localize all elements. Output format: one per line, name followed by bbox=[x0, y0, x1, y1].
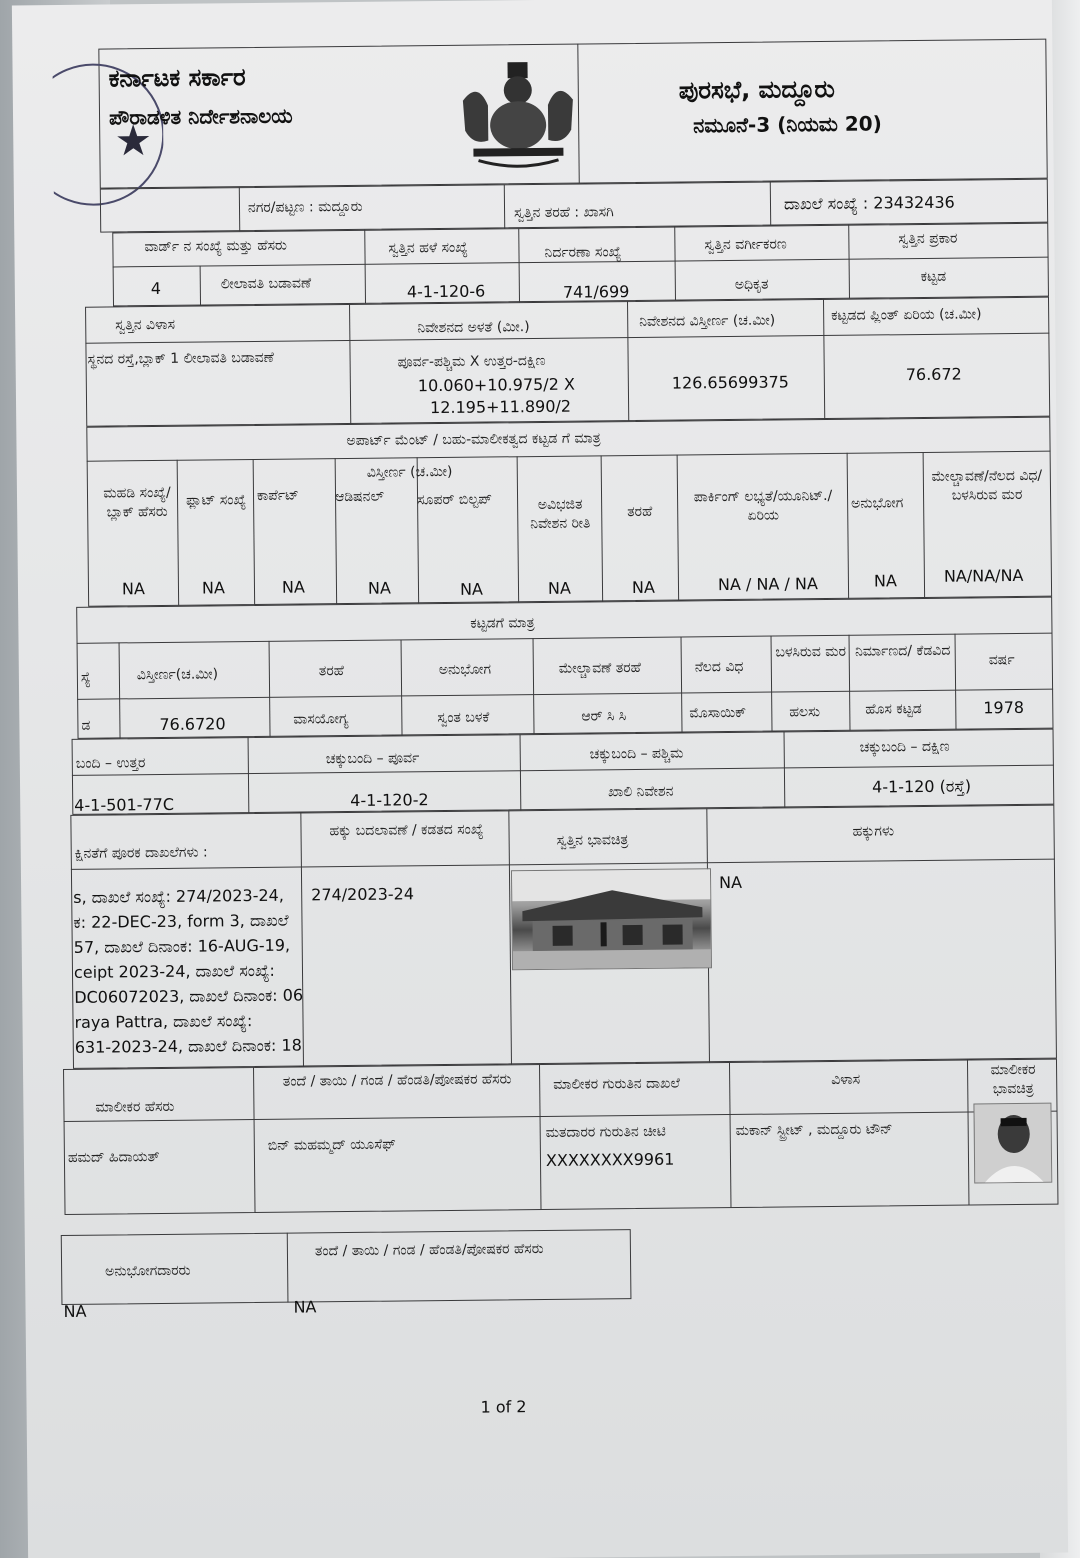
mutation-number-value: 274/2023-24 bbox=[311, 884, 415, 905]
apartment-section-title: ಅಪಾರ್ಟ್ ಮೆಂಟ್ / ಬಹು-ಮಾಲೀಕತ್ವದ ಕಟ್ಟಡ ಗೆ ಮಾತ್ರ bbox=[346, 430, 601, 450]
dimension-line-1: 10.060+10.975/2 X bbox=[417, 374, 575, 396]
carpet-value: NA bbox=[281, 577, 305, 597]
floor-type-value: ಮೊಸಾಯಿಕ್ bbox=[689, 704, 747, 722]
doc-line-1: s, ದಾಖಲೆ ಸಂಖ್ಯೆ: 274/2023-24, bbox=[73, 885, 284, 907]
floor-type-header: ನೆಲದ ವಿಧ bbox=[694, 658, 744, 676]
north-boundary-header: ಬಂದಿ – ಉತ್ತರ bbox=[75, 755, 146, 772]
property-kind-value: ಕಟ್ಟಡ bbox=[920, 268, 947, 285]
classification-value: ಅಧಿಕೃತ bbox=[734, 276, 769, 293]
carpet-header: ಕಾರ್ಪೆಟ್ bbox=[256, 487, 299, 504]
west-boundary-header: ಚಕ್ಕುಬಂದಿ – ಪಶ್ಚಿಮ bbox=[589, 745, 684, 763]
south-boundary-value: 4-1-120 (ರಸ್ತೆ) bbox=[872, 776, 972, 797]
plinth-area-header: ಕಟ್ಟಡದ ಪ್ಲಿಂತ್ ಏರಿಯ (ಚ.ಮೀ) bbox=[831, 306, 982, 324]
directorate-name: ಪೌರಾಡಳಿತ ನಿರ್ದೇಶನಾಲಯ bbox=[108, 103, 293, 130]
occupant-header: ಅನುಭೋಗದಾರರು bbox=[105, 1262, 191, 1280]
super-builtup-value: NA bbox=[459, 579, 484, 599]
parking-value: NA / NA / NA bbox=[717, 574, 818, 595]
roof-type-value: ಆರ್ ಸಿ ಸಿ bbox=[581, 708, 627, 725]
roof-type-header: ಮೇಲ್ಚಾವಣೆ ತರಹೆ bbox=[558, 659, 641, 677]
owner-address-value: ಮಕಾನ್ ಸ್ಟ್ರೀಟ್ , ಮದ್ದೂರು ಟೌನ್ bbox=[735, 1121, 893, 1139]
plinth-area-value: 76.672 bbox=[905, 364, 962, 385]
ward-name: ಲೀಲಾವತಿ ಬಡಾವಣೆ bbox=[220, 275, 312, 293]
assessment-number-header: ನಿರ್ದರಣಾ ಸಂಖ್ಯೆ bbox=[544, 244, 622, 261]
address-value: ಸ್ಥನದ ರಸ್ತೆ,ಬ್ಲಾಕ್ 1 ಲೀಲಾವತಿ ಬಡಾವಣೆ bbox=[87, 349, 274, 368]
property-photo bbox=[511, 868, 712, 970]
classification-header: ಸ್ವತ್ತಿನ ವರ್ಗೀಕರಣ bbox=[704, 236, 787, 254]
dimension-header: ನಿವೇಶನದ ಅಳತೆ (ಮೀ.) bbox=[417, 319, 530, 337]
town-label: ನಗರ/ಪಟ್ಟಣ : ಮದ್ದೂರು bbox=[247, 198, 363, 217]
owner-name-value: ಹಮದ್ ಹಿದಾಯತ್ bbox=[67, 1149, 160, 1166]
wood-used-header: ಬಳಸಿರುವ ಮರ bbox=[775, 643, 847, 661]
building-type-value: ವಾಸಯೋಗ್ಯ bbox=[293, 711, 349, 728]
doc-line-5: DC06072023, ದಾಖಲೆ ದಿನಾಂಕ: 06 bbox=[74, 985, 304, 1007]
owner-relation-header: ತಂದೆ / ತಾಯಿ / ಗಂಡ / ಹೆಂಡತಿ/ಪೋಷಕರ ಹೆಸರು bbox=[282, 1071, 512, 1090]
usage-header: ಅನುಭೋಗ bbox=[851, 495, 904, 512]
occupant-relation-header: ತಂದೆ / ತಾಯಿ / ಗಂಡ / ಹೆಂಡತಿ/ಪೋಷಕರ ಹೆಸರು bbox=[314, 1240, 544, 1260]
doc-line-3: 57, ದಾಖಲೆ ದಿನಾಂಕ: 16-AUG-19, bbox=[73, 935, 291, 957]
flat-number-header: ಫ್ಲಾಟ್ ಸಂಖ್ಯೆ bbox=[185, 492, 247, 509]
additional-header: ಆಡಿಷನಲ್ bbox=[334, 488, 385, 506]
form-sheet bbox=[12, 0, 1068, 1558]
year-header: ವರ್ಷ bbox=[988, 652, 1015, 669]
dimension-line-2: 12.195+11.890/2 bbox=[430, 396, 572, 418]
east-boundary-value: 4-1-120-2 bbox=[350, 790, 429, 810]
owner-id-number: XXXXXXXX9961 bbox=[545, 1149, 675, 1170]
assessment-number: 741/699 bbox=[562, 282, 630, 302]
building-type-header: ತರಹೆ bbox=[318, 663, 345, 680]
occupant-value: NA bbox=[63, 1301, 87, 1322]
supporting-docs-header: ಕ್ಷಿನತೆಗೆ ಪೂರಕ ದಾಖಲೆಗಳು : bbox=[74, 844, 208, 862]
municipality-name: ಪುರಸಭೆ, ಮದ್ದೂರು bbox=[678, 74, 835, 105]
construction-status-header: ನಿರ್ಮಾಣದ/ ಕೆಡವಿದ bbox=[854, 642, 951, 660]
year-value: 1978 bbox=[983, 697, 1025, 718]
document-page bbox=[12, 0, 1068, 1558]
construction-status-value: ಹೊಸ ಕಟ್ಟಡ bbox=[865, 700, 922, 718]
north-boundary-value: 4-1-501-77C bbox=[74, 794, 175, 815]
super-builtup-header: ಸೂಪರ್ ಬಿಲ್ಟಪ್ bbox=[416, 491, 492, 509]
state-emblem-icon bbox=[452, 60, 583, 171]
ward-number: 4 bbox=[150, 278, 162, 299]
doc-line-4: ceipt 2023-24, ದಾಖಲೆ ಸಂಖ್ಯೆ: bbox=[73, 960, 275, 982]
ward-header: ವಾರ್ಡ್ ನ ಸಂಖ್ಯೆ ಮತ್ತು ಹೆಸರು bbox=[144, 237, 287, 256]
apartment-type-value: NA bbox=[631, 577, 656, 598]
site-area-value: 126.65699375 bbox=[671, 372, 790, 393]
owner-address-header: ವಿಳಾಸ bbox=[831, 1071, 861, 1088]
floor-block-header: ಮಹಡಿ ಸಂಖ್ಯೆ/ಬ್ಲಾಕ್ ಹೆಸರು bbox=[103, 484, 171, 521]
doc-line-7: 631-2023-24, ದಾಖಲೆ ದಿನಾಂಕ: 18 bbox=[74, 1035, 302, 1057]
building-usage-header: ಅನುಭೋಗ bbox=[438, 661, 492, 679]
site-area-header: ನಿವೇಶನದ ವಿಸ್ತೀರ್ಣ (ಚ.ಮೀ) bbox=[639, 312, 776, 330]
property-photo-header: ಸ್ವತ್ತಿನ ಭಾವಚಿತ್ರ bbox=[556, 832, 629, 849]
file-number-label: ದಾಖಲೆ ಸಂಖ್ಯೆ : 23432436 bbox=[783, 192, 955, 214]
owner-photo bbox=[973, 1103, 1052, 1184]
owner-name-header: ಮಾಲೀಕರ ಹೆಸರು bbox=[95, 1098, 175, 1116]
old-number-header: ಸ್ವತ್ತಿನ ಹಳೆ ಸಂಖ್ಯೆ bbox=[388, 239, 468, 257]
flat-number-value: NA bbox=[201, 578, 226, 598]
owner-id-type: ಮತದಾರರ ಗುರುತಿನ ಚೀಟಿ bbox=[545, 1123, 666, 1141]
building-section-title: ಕಟ್ಟಡಗೆ ಮಾತ್ರ bbox=[470, 615, 535, 632]
usage-value: NA bbox=[873, 571, 897, 591]
owner-photo-header: ಮಾಲೀಕರ ಭಾವಚಿತ್ರ bbox=[990, 1061, 1036, 1098]
dimension-label: ಪೂರ್ವ-ಪಶ್ಚಿಮ X ಉತ್ತರ-ದಕ್ಷಿಣ bbox=[397, 352, 546, 371]
owner-relation-value: ಬಿನ್ ಮಹಮ್ಮದ್ ಯೂಸೆಫ್ bbox=[267, 1136, 396, 1154]
doc-line-2: ಕ: 22-DEC-23, form 3, ದಾಖಲೆ bbox=[73, 910, 289, 932]
gov-name: ಕರ್ನಾಟಕ ಸರ್ಕಾರ bbox=[108, 63, 246, 93]
mutation-header: ಹಕ್ಕು ಬದಲಾವಣೆ / ಕಡತದ ಸಂಖ್ಯೆ bbox=[329, 821, 484, 840]
building-no-value: ಡ bbox=[81, 717, 91, 734]
south-boundary-header: ಚಕ್ಕುಬಂದಿ – ದಕ್ಷಿಣ bbox=[859, 738, 950, 756]
additional-value: NA bbox=[367, 578, 392, 598]
rights-header: ಹಕ್ಕುಗಳು bbox=[852, 823, 895, 840]
occupant-relation-value: NA bbox=[293, 1297, 317, 1317]
rights-value: NA bbox=[718, 872, 743, 893]
east-boundary-header: ಚಕ್ಕುಬಂದಿ – ಪೂರ್ವ bbox=[325, 750, 420, 768]
area-group-header: ವಿಸ್ತೀರ್ಣ (ಚ.ಮೀ) bbox=[366, 463, 453, 481]
west-boundary-value: ಖಾಲಿ ನಿವೇಶನ bbox=[608, 783, 674, 801]
apartment-type-header: ತರಹೆ bbox=[627, 503, 653, 521]
roof-floor-wood-value: NA/NA/NA bbox=[943, 565, 1024, 586]
parking-header: ಪಾರ್ಕಿಂಗ್ ಲಭ್ಯತೆ/ಯೂನಿಟ್./ಏರಿಯ bbox=[693, 487, 833, 524]
owner-id-header: ಮಾಲೀಕರ ಗುರುತಿನ ದಾಖಲೆ bbox=[553, 1075, 680, 1093]
property-type-label: ಸ್ವತ್ತಿನ ತರಹೆ : ಖಾಸಗಿ bbox=[513, 204, 614, 222]
building-area-header: ವಿಸ್ತೀರ್ಣ(ಚ.ಮೀ) bbox=[136, 666, 219, 684]
address-header: ಸ್ವತ್ತಿನ ವಿಳಾಸ bbox=[115, 316, 176, 334]
building-no-header: ಸ್ಯೆ bbox=[80, 669, 91, 686]
doc-line-6: raya Pattra, ದಾಖಲೆ ಸಂಖ್ಯೆ: bbox=[74, 1011, 253, 1032]
undivided-share-header: ಅವಿಭಜಿತ ನಿವೇಶನ ರೀತಿ bbox=[530, 496, 591, 532]
building-area-value: 76.6720 bbox=[159, 714, 226, 734]
wood-used-value: ಹಲಸು bbox=[789, 704, 821, 721]
roof-floor-wood-header: ಮೇಲ್ಚಾವಣೆ/ನೆಲದ ವಿಧ/ಬಳಸಿರುವ ಮರ bbox=[931, 467, 1043, 504]
property-kind-header: ಸ್ವತ್ತಿನ ಪ್ರಕಾರ bbox=[898, 230, 958, 248]
undivided-share-value: NA bbox=[547, 578, 572, 598]
form-title: ನಮೂನೆ-3 (ನಿಯಮ 20) bbox=[693, 111, 882, 138]
floor-block-value: NA bbox=[121, 579, 146, 599]
old-number: 4-1-120-6 bbox=[406, 281, 486, 302]
page-number: 1 of 2 bbox=[480, 1397, 527, 1417]
building-usage-value: ಸ್ವಂತ ಬಳಕೆ bbox=[437, 709, 490, 727]
